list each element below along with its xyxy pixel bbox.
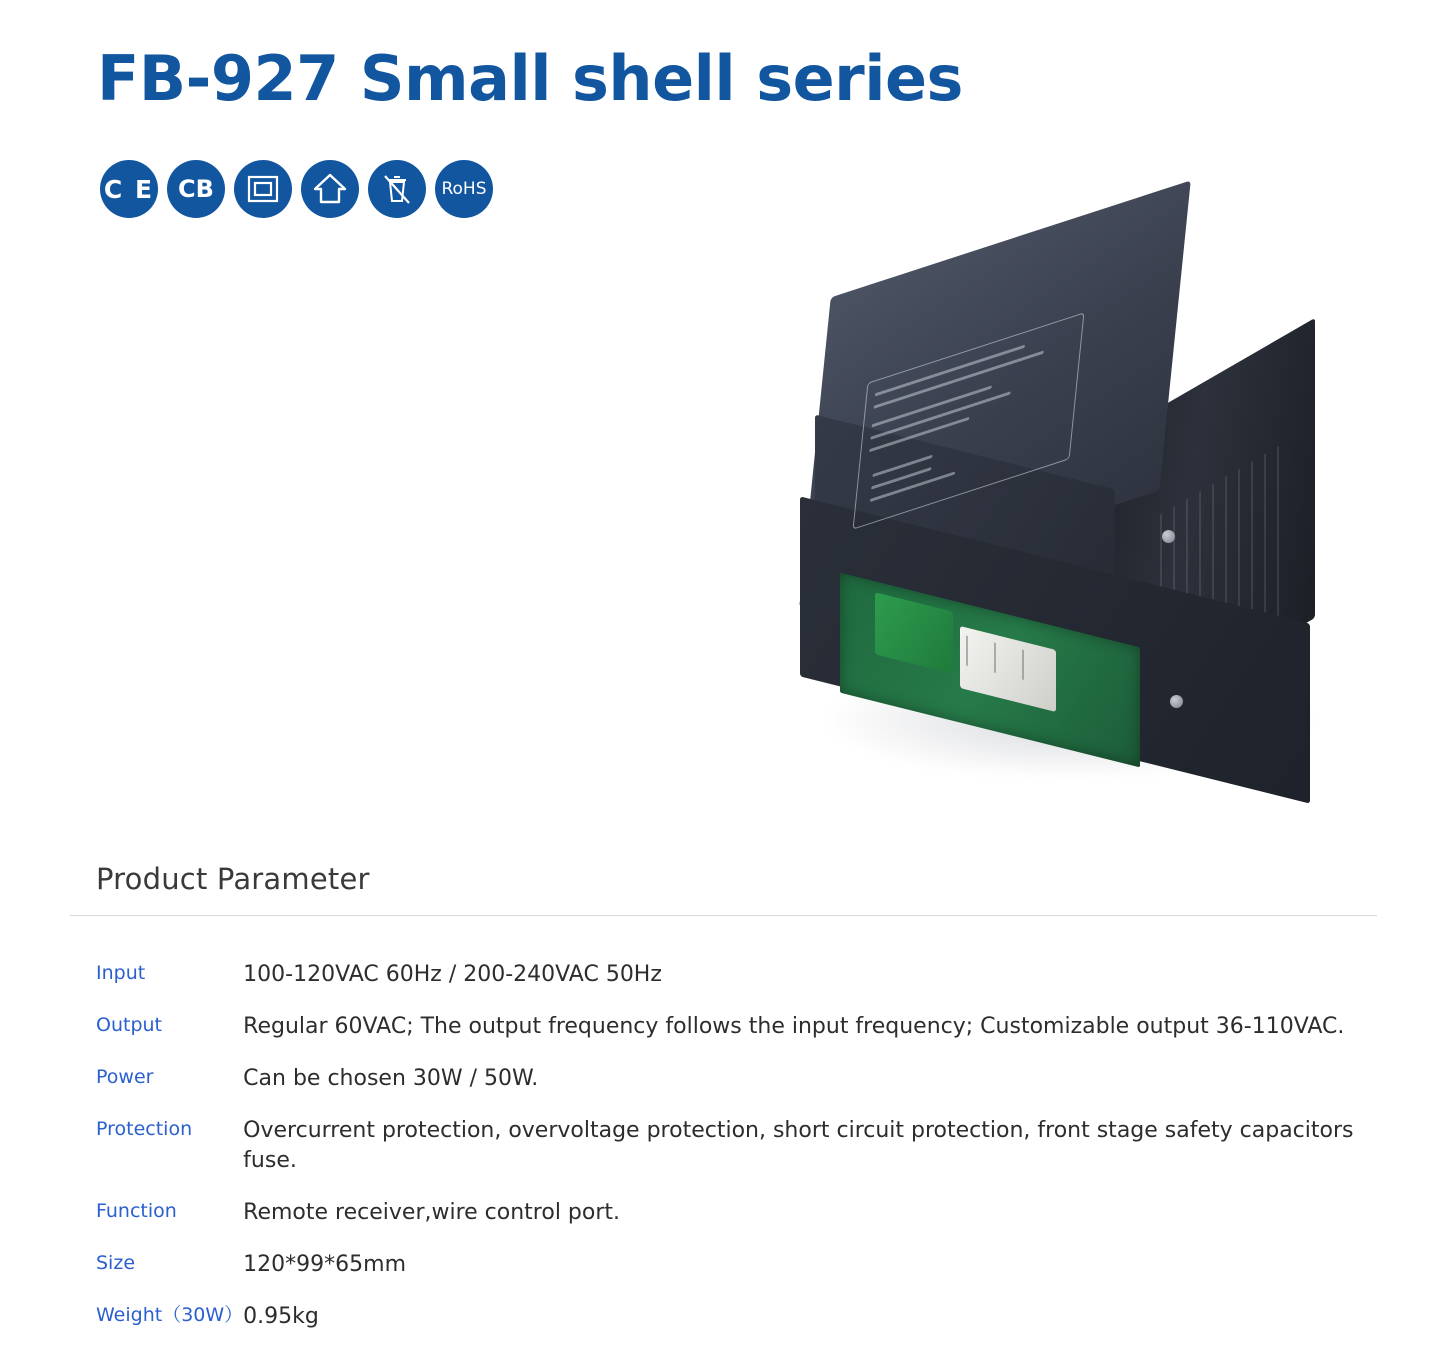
spec-label: Input [96, 962, 146, 984]
weee-crossed-bin-icon [368, 160, 426, 218]
table-row [96, 1012, 1376, 1064]
table-row [96, 1198, 1376, 1250]
rohs-badge-label: RoHS [441, 179, 487, 199]
cb-badge [167, 160, 225, 218]
section-title: Product Parameter [96, 862, 370, 896]
spec-label: Weight（30W） [96, 1304, 244, 1326]
table-row [96, 1250, 1376, 1302]
rohs-badge [435, 160, 493, 218]
class2-double-insulation-icon [234, 160, 292, 218]
certification-badges [100, 160, 493, 218]
spec-value: Remote receiver,wire control port. [243, 1200, 621, 1225]
table-row [96, 1302, 1376, 1354]
section-divider [70, 915, 1377, 916]
spec-label: Power [96, 1066, 154, 1088]
table-row [96, 1116, 1376, 1198]
mounting-screw [1170, 695, 1183, 708]
ce-badge-label: C E [103, 174, 155, 204]
mounting-screw [1162, 530, 1175, 543]
spec-table [96, 960, 1376, 1354]
spec-value: 120*99*65mm [243, 1252, 407, 1277]
table-row [96, 960, 1376, 1012]
spec-value: Regular 60VAC; The output frequency follows the input frequency; Customizable output 36-110VAC. [243, 1014, 1345, 1039]
ce-badge [100, 160, 158, 218]
product-image [760, 230, 1380, 830]
spec-value: 0.95kg [243, 1304, 319, 1329]
table-row [96, 1064, 1376, 1116]
spec-label: Protection [96, 1118, 193, 1140]
spec-value: 100-120VAC 60Hz / 200-240VAC 50Hz [243, 962, 662, 987]
spec-label: Size [96, 1252, 136, 1274]
indoor-use-house-icon [301, 160, 359, 218]
cb-badge-label: CB [178, 175, 214, 203]
spec-value: Overcurrent protection, overvoltage protection, short circuit protection, front stage safety capacitors fuse. [243, 1118, 1354, 1173]
page-title: FB-927 Small shell series [97, 42, 963, 115]
spec-label: Output [96, 1014, 162, 1036]
spec-value: Can be chosen 30W / 50W. [243, 1066, 539, 1091]
spec-label: Function [96, 1200, 177, 1222]
